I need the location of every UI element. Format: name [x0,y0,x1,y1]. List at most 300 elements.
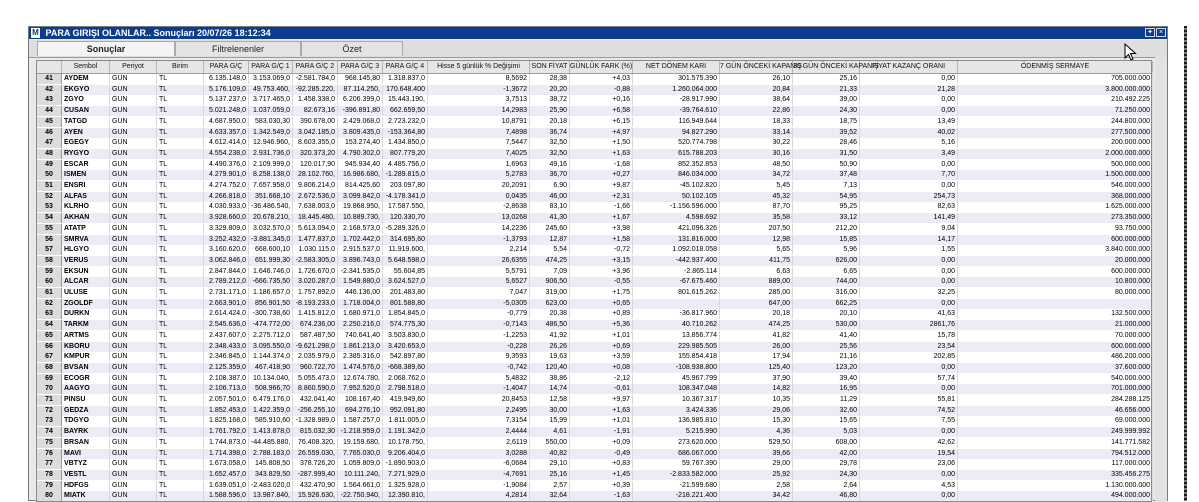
cell-gunluk-fark: +0,16 [570,95,633,105]
cell-periyot: GUN [110,138,157,148]
cell-para-gc-2: -9.621.298,0 [293,342,338,352]
cell-periyot: GUN [110,224,157,234]
cell-birim: TL [157,352,204,362]
cell-periyot: GUN [110,459,157,469]
cell-gunluk-fark: -0,88 [570,85,633,95]
cell-para-gc-3: 12.674.780, [338,374,383,384]
cell-row-index: 80 [37,491,62,501]
cell-para-gc-2: 15.926.630, [293,491,338,501]
table-row[interactable] [37,342,1151,352]
table-row[interactable] [37,138,1151,148]
cell-fiyat-kazanc-orani: 202,85 [860,352,958,362]
table-row[interactable] [37,267,1151,277]
column-header-para-gc-1[interactable]: PARA G/Ç 1 [249,61,293,73]
cell-hisse-5-gunluk-degisim: 5,5791 [428,267,530,277]
cell-net-donem-kari: -108.938.800 [633,363,720,373]
cell-periyot: GUN [110,117,157,127]
cell-para-gc: 6.135.148,0 [204,74,249,84]
cell-7-gun-onceki-kapanis: 35,58 [720,213,793,223]
table-row[interactable] [37,299,1151,309]
cell-periyot: GUN [110,85,157,95]
cell-son-fiyat: 41,30 [530,213,570,223]
cell-para-gc-2: 1.726.670,0 [293,267,338,277]
tab-sonuclar[interactable]: Sonuçlar [37,41,175,56]
table-row[interactable] [37,470,1151,480]
table-row[interactable] [37,363,1151,373]
cell-gunluk-fark: +1,45 [570,470,633,480]
cell-net-donem-kari: 4.598.692 [633,213,720,223]
cell-periyot: GUN [110,470,157,480]
cell-odenmis-sermaye: 141.771.582 [958,438,1153,448]
cell-30-gun-onceki-kapanis: 20,10 [793,309,860,319]
cell-para-gc-3: 7.765.030,0 [338,449,383,459]
cell-net-donem-kari: 852.352.853 [633,160,720,170]
cell-para-gc-2: 26.559.030, [293,449,338,459]
cell-row-index: 57 [37,245,62,255]
table-row[interactable] [37,427,1151,437]
column-header-periyot[interactable]: Periyot [110,61,157,73]
cell-son-fiyat: 38,86 [530,374,570,384]
cell-7-gun-onceki-kapanis: 647,00 [720,299,793,309]
cell-odenmis-sermaye: 20.000.000 [958,256,1153,266]
cell-birim: TL [157,138,204,148]
cell-fiyat-kazanc-orani: 0,00 [860,256,958,266]
table-row[interactable] [37,320,1151,330]
table-row[interactable] [37,85,1151,95]
table-row[interactable] [37,160,1151,170]
cell-odenmis-sermaye: 705.000.000 [958,74,1153,84]
cell-para-gc: 2.125.359,0 [204,363,249,373]
table-row[interactable] [37,491,1151,501]
table-row[interactable] [37,192,1151,202]
cell-para-gc-3: 2.915.537,0 [338,245,383,255]
table-row[interactable] [37,459,1151,469]
cell-odenmis-sermaye: 486.200.000 [958,352,1153,362]
vertical-scrollbar[interactable] [1155,57,1167,502]
cell-odenmis-sermaye: 494.000.000 [958,491,1153,501]
cell-para-gc-3: 814.425,60 [338,181,383,191]
cell-odenmis-sermaye: 1.130.000.000 [958,481,1153,491]
cell-net-donem-kari: -442.937.400 [633,256,720,266]
cell-para-gc-4: -1.890.903,0 [383,459,428,469]
cell-para-gc-1: 583.030,30 [249,117,293,127]
table-row[interactable] [37,170,1151,180]
cell-gunluk-fark: +0,39 [570,481,633,491]
cell-7-gun-onceki-kapanis: 6,63 [720,267,793,277]
cell-odenmis-sermaye: 794.512.000 [958,449,1153,459]
cell-hisse-5-gunluk-degisim: 1,6963 [428,160,530,170]
cell-7-gun-onceki-kapanis: 889,00 [720,277,793,287]
cell-para-gc-4: 542.897,80 [383,352,428,362]
column-header-fiyat-kazanc-orani[interactable]: FİYAT KAZANÇ ORANI [860,61,958,73]
column-header-30-gun-onceki-kapanis[interactable]: 30 GÜN ÖNCEKİ KAPANIŞ [793,61,860,73]
table-row[interactable] [37,352,1151,362]
cell-birim: TL [157,256,204,266]
close-icon[interactable]: × [1156,28,1166,37]
cell-hisse-5-gunluk-degisim: 14,2236 [428,224,530,234]
cell-para-gc-1: 668.600,10 [249,245,293,255]
cell-para-gc: 1.588.596,0 [204,491,249,501]
cell-para-gc-4: 5.648.598,0 [383,256,428,266]
cell-7-gun-onceki-kapanis: 48,50 [720,160,793,170]
table-row[interactable] [37,449,1151,459]
cell-row-index: 50 [37,170,62,180]
cell-birim: TL [157,299,204,309]
cell-30-gun-onceki-kapanis: 32,60 [793,406,860,416]
cell-para-gc-1: 651.999,30 [249,256,293,266]
cell-row-index: 47 [37,138,62,148]
cell-birim: TL [157,85,204,95]
cell-para-gc-2: 390.678,00 [293,117,338,127]
cell-para-gc: 2.057.501,0 [204,395,249,405]
cell-hisse-5-gunluk-degisim: 2,4444 [428,427,530,437]
cell-fiyat-kazanc-orani: 0,00 [860,299,958,309]
cell-periyot: GUN [110,245,157,255]
cell-son-fiyat: 14,74 [530,384,570,394]
cell-para-gc-3: 968.145,80 [338,74,383,84]
cell-7-gun-onceki-kapanis: 207,50 [720,224,793,234]
column-header-hisse-5-gunluk-degisim[interactable]: Hisse 5 günlük % Değişimi [428,61,530,73]
cell-fiyat-kazanc-orani: 0,00 [860,160,958,170]
cell-gunluk-fark: -1,63 [570,491,633,501]
cell-para-gc-4: 11.919.600, [383,245,428,255]
cell-sembol: BAYRK [62,427,110,437]
cell-7-gun-onceki-kapanis: 41,82 [720,331,793,341]
cell-fiyat-kazanc-orani: 2861,76 [860,320,958,330]
table-row[interactable] [37,106,1151,116]
cell-30-gun-onceki-kapanis: 123,20 [793,363,860,373]
cell-7-gun-onceki-kapanis: 45,32 [720,192,793,202]
cell-gunluk-fark: +9,97 [570,395,633,405]
cell-son-fiyat: 120,40 [530,363,570,373]
cell-row-index: 70 [37,384,62,394]
cell-para-gc-3: 1.702.442,0 [338,235,383,245]
cell-para-gc-2: 674.236,00 [293,320,338,330]
cell-30-gun-onceki-kapanis: 39,52 [793,128,860,138]
table-row[interactable] [37,149,1151,159]
cell-net-donem-kari: 10.367.317 [633,395,720,405]
cell-sembol: AYEN [62,128,110,138]
cell-para-gc-2: 8.860.590,0 [293,384,338,394]
cell-para-gc-4: 807.779,20 [383,149,428,159]
cell-para-gc-2: 28.102.760, [293,170,338,180]
cell-hisse-5-gunluk-degisim: 5,6527 [428,277,530,287]
cell-net-donem-kari: -2.833.582.000 [633,470,720,480]
table-row[interactable] [37,117,1151,127]
cell-para-gc-1: 508.966,70 [249,384,293,394]
cell-son-fiyat: 20,18 [530,117,570,127]
cell-para-gc-4: 9.206.404,0 [383,449,428,459]
cell-para-gc-3: 3.099.842,0 [338,192,383,202]
cell-7-gun-onceki-kapanis: 26,10 [720,74,793,84]
cell-7-gun-onceki-kapanis: 125,40 [720,363,793,373]
table-row[interactable] [37,288,1151,298]
cell-para-gc-3: 87.114.250, [338,85,383,95]
table-row[interactable] [37,416,1151,426]
cell-7-gun-onceki-kapanis: 285,00 [720,288,793,298]
table-row[interactable] [37,213,1151,223]
cell-30-gun-onceki-kapanis: 46,80 [793,491,860,501]
cell-30-gun-onceki-kapanis: 21,16 [793,352,860,362]
cell-fiyat-kazanc-orani: 41,63 [860,309,958,319]
cell-hisse-5-gunluk-degisim: -0,742 [428,363,530,373]
cell-son-fiyat: 906,50 [530,277,570,287]
table-row[interactable] [37,309,1151,319]
cell-net-donem-kari: 615.788.203 [633,149,720,159]
cell-birim: TL [157,128,204,138]
cell-birim: TL [157,149,204,159]
cell-para-gc-2: -256.255,10 [293,406,338,416]
cell-hisse-5-gunluk-degisim: 13,0268 [428,213,530,223]
cell-son-fiyat: 6,90 [530,181,570,191]
cell-gunluk-fark: -0,72 [570,245,633,255]
table-row[interactable] [37,481,1151,491]
cell-son-fiyat: 28,38 [530,74,570,84]
cell-birim: TL [157,213,204,223]
column-header-gunluk-fark[interactable]: GÜNLÜK FARK (%) [570,61,633,73]
cell-sembol: AKHAN [62,213,110,223]
table-row[interactable] [37,438,1151,448]
cell-para-gc: 4.554.238,0 [204,149,249,159]
cell-7-gun-onceki-kapanis: 474,25 [720,320,793,330]
table-row[interactable] [37,395,1151,405]
cell-son-fiyat: 623,00 [530,299,570,309]
cell-para-gc-2: 320.373,20 [293,149,338,159]
cell-gunluk-fark: +4,03 [570,74,633,84]
cell-birim: TL [157,459,204,469]
cell-row-index: 55 [37,224,62,234]
cell-periyot: GUN [110,406,157,416]
cell-para-gc-1: 585.910,60 [249,416,293,426]
cell-7-gun-onceki-kapanis: 34,72 [720,170,793,180]
table-row[interactable] [37,245,1151,255]
column-header-sembol[interactable]: Sembol [62,61,110,73]
cell-para-gc: 2.614.424,0 [204,309,249,319]
cell-hisse-5-gunluk-degisim: 3,0288 [428,449,530,459]
cell-para-gc-3: 1.861.213,0 [338,342,383,352]
cell-7-gun-onceki-kapanis: 30,22 [720,138,793,148]
cell-periyot: GUN [110,235,157,245]
cell-7-gun-onceki-kapanis: 10,35 [720,395,793,405]
cell-row-index: 75 [37,438,62,448]
twitter-icon[interactable]: ✦ [1145,28,1155,37]
table-row[interactable] [37,224,1151,234]
cell-para-gc-4: 952.091,80 [383,406,428,416]
cell-para-gc: 2.663.901,0 [204,299,249,309]
cell-para-gc-2: 587.487,50 [293,331,338,341]
cell-son-fiyat: 32,50 [530,138,570,148]
cell-30-gun-onceki-kapanis: 18,75 [793,117,860,127]
cell-sembol: ECOGR [62,374,110,384]
cell-para-gc-1: 49.753.460, [249,85,293,95]
cell-birim: TL [157,374,204,384]
cell-odenmis-sermaye: 1.500.000.000 [958,170,1153,180]
cell-row-index: 44 [37,106,62,116]
table-row[interactable] [37,256,1151,266]
cell-row-index: 52 [37,192,62,202]
cell-gunluk-fark: +9,87 [570,181,633,191]
cell-para-gc-3: 1.059.809,0 [338,459,383,469]
cell-hisse-5-gunluk-degisim: -0,228 [428,342,530,352]
cell-net-donem-kari: 846.034.000 [633,170,720,180]
cell-fiyat-kazanc-orani: 23,54 [860,342,958,352]
cell-son-fiyat: 36,70 [530,170,570,180]
table-row[interactable] [37,235,1151,245]
cell-7-gun-onceki-kapanis: 12,98 [720,235,793,245]
cell-sembol: BVSAN [62,363,110,373]
cell-sembol: RYGYO [62,149,110,159]
cell-30-gun-onceki-kapanis: 37,48 [793,170,860,180]
cell-fiyat-kazanc-orani: 57,74 [860,374,958,384]
cell-row-index: 59 [37,267,62,277]
cell-para-gc-4: 12.390.810, [383,491,428,501]
cell-30-gun-onceki-kapanis: 24,30 [793,106,860,116]
cell-periyot: GUN [110,149,157,159]
cell-para-gc-4: 1.191.342,0 [383,427,428,437]
cell-para-gc-1: 3.717.465,0 [249,95,293,105]
table-row[interactable] [37,181,1151,191]
cell-birim: TL [157,406,204,416]
cell-para-gc-3: 153.274,40 [338,138,383,148]
cell-odenmis-sermaye: 546.000.000 [958,181,1153,191]
cell-para-gc: 3.928.660,0 [204,213,249,223]
cell-para-gc: 1.652.457,0 [204,470,249,480]
cell-para-gc-3: 694.276,10 [338,406,383,416]
cell-birim: TL [157,491,204,501]
cell-30-gun-onceki-kapanis: 212,20 [793,224,860,234]
cell-sembol: PINSU [62,395,110,405]
table-row[interactable] [37,95,1151,105]
table-row[interactable] [37,74,1151,84]
cell-para-gc: 2.847.844,0 [204,267,249,277]
cell-para-gc-4: -4.178.341,0 [383,192,428,202]
cell-row-index: 48 [37,149,62,159]
cell-7-gun-onceki-kapanis: 529,50 [720,438,793,448]
cell-periyot: GUN [110,181,157,191]
cell-row-index: 60 [37,277,62,287]
table-row[interactable] [37,374,1151,384]
cell-para-gc-3: 6.206.399,0 [338,95,383,105]
cell-periyot: GUN [110,277,157,287]
table-row[interactable] [37,277,1151,287]
cell-son-fiyat: 32,64 [530,491,570,501]
cell-son-fiyat: 2,57 [530,481,570,491]
cell-para-gc: 1.744.873,0 [204,438,249,448]
cell-son-fiyat: 40,82 [530,449,570,459]
cell-para-gc-3: 10.889.730, [338,213,383,223]
column-header-7-gun-onceki-kapanis[interactable]: 7 GÜN ÖNCEKİ KAPANIŞ [720,61,793,73]
cell-periyot: GUN [110,299,157,309]
cell-sembol: ULUSE [62,288,110,298]
cell-gunluk-fark: +1,67 [570,213,633,223]
cell-7-gun-onceki-kapanis: 37,90 [720,374,793,384]
cell-para-gc-4: -1.289.815,0 [383,170,428,180]
cell-net-donem-kari: 229.985.505 [633,342,720,352]
cell-periyot: GUN [110,449,157,459]
column-header-para-gc[interactable]: PARA G/Ç [204,61,249,73]
column-header-son-fiyat[interactable]: SON FİYAT [530,61,570,73]
table-row[interactable] [37,128,1151,138]
cell-birim: TL [157,106,204,116]
column-header-para-gc-4[interactable]: PARA G/Ç 4 [383,61,428,73]
cell-para-gc-2: -2.583.305,0 [293,256,338,266]
cell-para-gc-2: 82.673,16 [293,106,338,116]
column-header-net-donem-kari[interactable]: NET DÖNEM KARI [633,61,720,73]
column-header-odenmis-sermaye[interactable]: ÖDENMİŞ SERMAYE [958,61,1153,73]
cell-sembol: ISMEN [62,170,110,180]
cell-para-gc: 4.490.376,0 [204,160,249,170]
cell-30-gun-onceki-kapanis: 11,29 [793,395,860,405]
cell-gunluk-fark: +0,89 [570,309,633,319]
cell-periyot: GUN [110,342,157,352]
cell-hisse-5-gunluk-degisim: -1,3672 [428,85,530,95]
cell-sembol: EKSUN [62,267,110,277]
cell-son-fiyat: 38,72 [530,95,570,105]
tab-ozet[interactable]: Özet [301,41,403,56]
cell-periyot: GUN [110,331,157,341]
cell-net-donem-kari: 136.985.810 [633,416,720,426]
cell-odenmis-sermaye: 3.800.000.000 [958,85,1153,95]
cell-para-gc-4: 1.434.850,0 [383,138,428,148]
cell-para-gc-3: 1.718.004,0 [338,299,383,309]
cell-para-gc: 2.437.607,0 [204,331,249,341]
cell-net-donem-kari [633,299,720,309]
table-row[interactable] [37,384,1151,394]
cell-7-gun-onceki-kapanis: 22,86 [720,106,793,116]
tab-filtrelenenler[interactable]: Filtrelenenler [175,41,301,56]
cell-odenmis-sermaye: 1.625.000.000 [958,202,1153,212]
table-row[interactable] [37,406,1151,416]
cell-7-gun-onceki-kapanis: 38,64 [720,95,793,105]
cell-birim: TL [157,117,204,127]
cell-para-gc-3: 10.111.240, [338,470,383,480]
cell-para-gc-4: 17.587.550, [383,202,428,212]
cell-son-fiyat: 46,00 [530,192,570,202]
cell-para-gc-4: 1.854.845,0 [383,309,428,319]
cell-net-donem-kari: -67.675.460 [633,277,720,287]
cell-son-fiyat: 25,16 [530,470,570,480]
cell-periyot: GUN [110,213,157,223]
cell-para-gc-2: 9.806.214,0 [293,181,338,191]
cell-son-fiyat: 319,00 [530,288,570,298]
cell-gunluk-fark: +0,65 [570,299,633,309]
table-row[interactable] [37,331,1151,341]
column-header-row-index[interactable] [37,61,62,73]
cell-son-fiyat: 15,99 [530,416,570,426]
column-header-para-gc-3[interactable]: PARA G/Ç 3 [338,61,383,73]
cell-para-gc: 4.274.752,0 [204,181,249,191]
cell-para-gc-3: 2.250.216,0 [338,320,383,330]
cell-para-gc-3: 19.159.680, [338,438,383,448]
cell-30-gun-onceki-kapanis: 54,95 [793,192,860,202]
cell-son-fiyat: 4,61 [530,427,570,437]
cell-fiyat-kazanc-orani: 3,49 [860,149,958,159]
cell-birim: TL [157,342,204,352]
column-header-para-gc-2[interactable]: PARA G/Ç 2 [293,61,338,73]
cell-sembol: MAVI [62,449,110,459]
cell-birim: TL [157,427,204,437]
cell-birim: TL [157,245,204,255]
cell-periyot: GUN [110,170,157,180]
column-header-birim[interactable]: Birim [157,61,204,73]
cell-gunluk-fark: +4,97 [570,128,633,138]
cell-para-gc: 2.108.387,0 [204,374,249,384]
cell-para-gc-4: 203.097,80 [383,181,428,191]
cell-odenmis-sermaye: 3.840.000.000 [958,245,1153,255]
cell-para-gc-3: 1.587.257,0 [338,416,383,426]
cell-para-gc-2: 18.445.480, [293,213,338,223]
table-row[interactable] [37,202,1151,212]
